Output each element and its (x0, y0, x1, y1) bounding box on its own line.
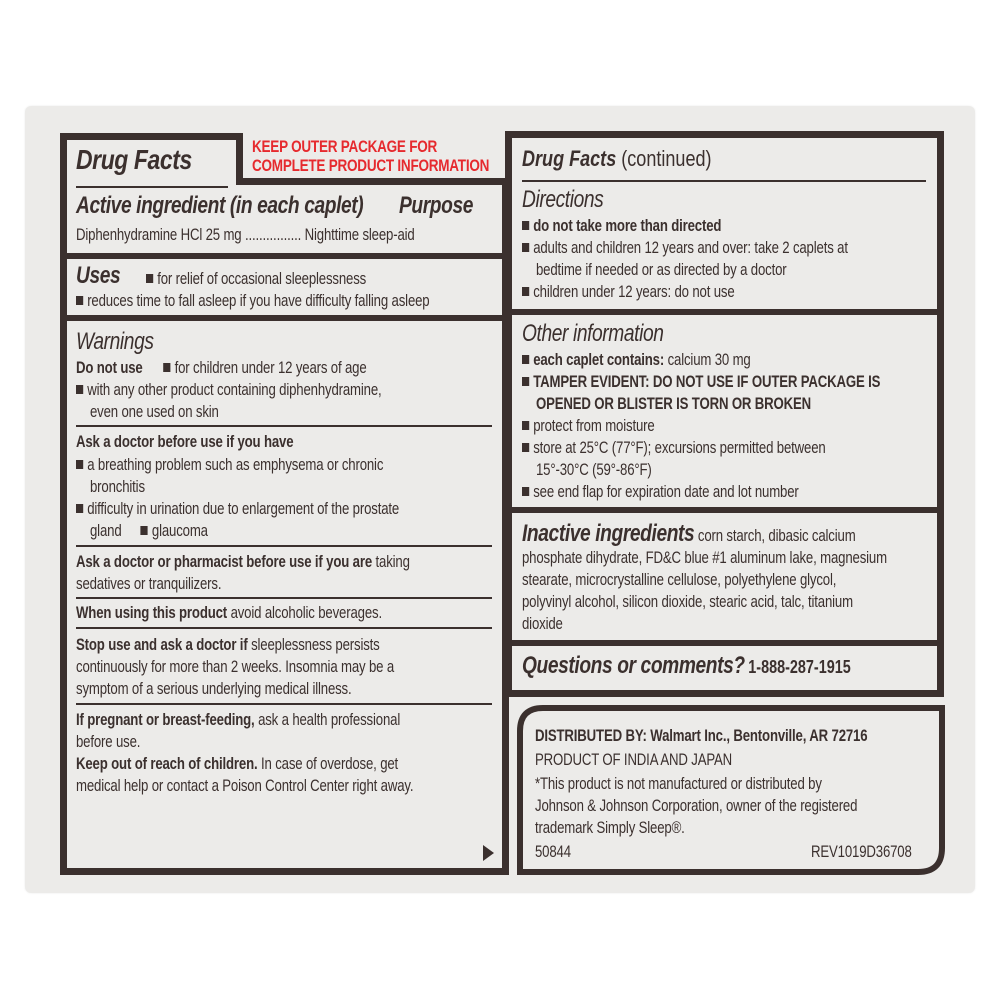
bullet-square-icon (146, 274, 153, 283)
directions-item-3: children under 12 years: do not use (522, 282, 788, 302)
bullet-square-icon (522, 377, 529, 386)
bullet-square-icon (163, 363, 170, 372)
do-not-use-item-2: with any other product containing diphenhydramine, (76, 380, 458, 400)
warnings-heading: Warnings (76, 328, 154, 355)
directions-item-2-cont: bedtime if needed or as directed by a doctor (536, 261, 787, 279)
divider (522, 180, 926, 182)
stop-use-line-1: Stop use and ask a doctor if sleeplessness persists (76, 636, 380, 654)
ask-pharmacist-line-2: sedatives or tranquilizers. (76, 575, 222, 593)
notice-line-1: KEEP OUTER PACKAGE FOR (252, 138, 438, 156)
do-not-use-item-2-cont: even one used on skin (90, 403, 219, 421)
inactive-ingredients-line-1: Inactive ingredients corn starch, dibasic calcium (522, 520, 856, 547)
section-divider (508, 640, 940, 646)
bullet-square-icon (76, 296, 83, 305)
distributed-by: DISTRIBUTED BY: Walmart Inc., Bentonville, AR 72716 (535, 727, 868, 745)
divider (76, 425, 492, 427)
other-info-item-4: store at 25°C (77°F); excursions permitted between (522, 438, 901, 458)
drug-facts-continued-title: Drug Facts (continued) (522, 146, 712, 171)
inactive-ingredients-line-3: stearate, microcrystalline cellulose, polyethylene glycol, (522, 571, 837, 589)
disclaimer-line-2: Johnson & Johnson Corporation, owner of the registered (535, 797, 858, 815)
keep-out-line-1: Keep out of reach of children. In case of overdose, get (76, 755, 399, 773)
bullet-square-icon (522, 443, 529, 452)
bullet-square-icon (522, 287, 529, 296)
divider (76, 627, 492, 629)
other-info-item-2: TAMPER EVIDENT: DO NOT USE IF OUTER PACKAGE IS (522, 372, 970, 392)
ingredient-name: Diphenhydramine HCl 25 mg (76, 226, 242, 244)
divider (76, 703, 492, 705)
bullet-square-icon (141, 526, 148, 535)
pregnant-line-1: If pregnant or breast-feeding, ask a health professional (76, 711, 401, 729)
bullet-square-icon (76, 460, 83, 469)
stop-use-line-3: symptom of a serious underlying medical illness. (76, 680, 352, 698)
uses-heading: Uses (76, 262, 121, 289)
active-ingredient-row (76, 225, 499, 245)
section-divider (63, 315, 505, 321)
stop-use-line-2: continuously for more than 2 weeks. Insomnia may be a (76, 658, 395, 676)
other-info-item-4-cont: 15°-30°C (59°-86°F) (536, 461, 652, 479)
when-using-line: When using this product avoid alcoholic beverages. (76, 604, 382, 622)
pregnant-line-2: before use. (76, 733, 141, 751)
bullet-square-icon (522, 487, 529, 496)
ask-doctor-item-2-cont: gland glaucoma (90, 522, 208, 540)
product-code: 50844 (535, 843, 571, 861)
uses-item-1: for relief of occasional sleeplessness (146, 269, 421, 289)
keep-out-line-2: medical help or contact a Poison Control Center right away. (76, 777, 414, 795)
section-divider (508, 309, 940, 315)
bullet-square-icon (76, 504, 83, 513)
directions-heading: Directions (522, 186, 604, 213)
questions-line: Questions or comments? 1-888-287-1915 (522, 652, 851, 679)
divider (76, 597, 492, 599)
inactive-ingredients-line-5: dioxide (522, 615, 563, 633)
ask-pharmacist-line-1: Ask a doctor or pharmacist before use if you are taking (76, 553, 410, 571)
drug-facts-title: Drug Facts (76, 144, 192, 175)
leader-dots: ................ (245, 226, 302, 244)
active-ingredient-heading: Active ingredient (in each caplet) (76, 192, 364, 219)
outer-package-notice (252, 138, 541, 176)
section-divider (508, 507, 940, 513)
bullet-square-icon (522, 355, 529, 364)
disclaimer-line-3: trademark Simply Sleep®. (535, 819, 685, 837)
uses-item-2: reduces time to fall asleep if you have difficulty falling asleep (76, 291, 518, 311)
inactive-ingredients-line-2: phosphate dihydrate, FD&C blue #1 aluminum lake, magnesium (522, 549, 887, 567)
notice-line-2: COMPLETE PRODUCT INFORMATION (252, 157, 490, 175)
do-not-use-line: Do not use for children under 12 years of age (76, 359, 367, 377)
ask-doctor-item-1-cont: bronchitis (90, 478, 145, 496)
divider (76, 545, 492, 547)
section-divider (63, 253, 505, 259)
ask-doctor-label: Ask a doctor before use if you have (76, 433, 294, 451)
other-info-item-3: protect from moisture (522, 416, 688, 436)
bullet-square-icon (76, 385, 83, 394)
bullet-square-icon (522, 221, 529, 230)
revision-code: REV1019D36708 (811, 843, 912, 861)
product-origin: PRODUCT OF INDIA AND JAPAN (535, 751, 733, 769)
directions-item-1: do not take more than directed (522, 216, 771, 236)
other-information-heading: Other information (522, 320, 664, 347)
purpose-heading: Purpose (399, 192, 474, 219)
disclaimer-line-1: *This product is not manufactured or distributed by (535, 775, 822, 793)
other-info-item-5: see end flap for expiration date and lot number (522, 482, 868, 502)
other-info-item-2-cont: OPENED OR BLISTER IS TORN OR BROKEN (536, 395, 812, 413)
inactive-ingredients-line-4: polyvinyl alcohol, silicon dioxide, stearic acid, talc, titanium (522, 593, 853, 611)
ask-doctor-item-2: difficulty in urination due to enlargement of the prostate (76, 499, 480, 519)
other-info-item-1: each caplet contains: calcium 30 mg (522, 350, 808, 370)
bullet-square-icon (522, 243, 529, 252)
bullet-square-icon (522, 421, 529, 430)
title-underline (76, 186, 228, 188)
continue-arrow-icon (483, 845, 495, 863)
directions-item-2: adults and children 12 years and over: take 2 caplets at (522, 238, 929, 258)
phone-number: 1-888-287-1915 (748, 657, 851, 677)
ask-doctor-item-1: a breathing problem such as emphysema or chronic (76, 455, 460, 475)
ingredient-purpose: Nighttime sleep-aid (304, 226, 415, 244)
